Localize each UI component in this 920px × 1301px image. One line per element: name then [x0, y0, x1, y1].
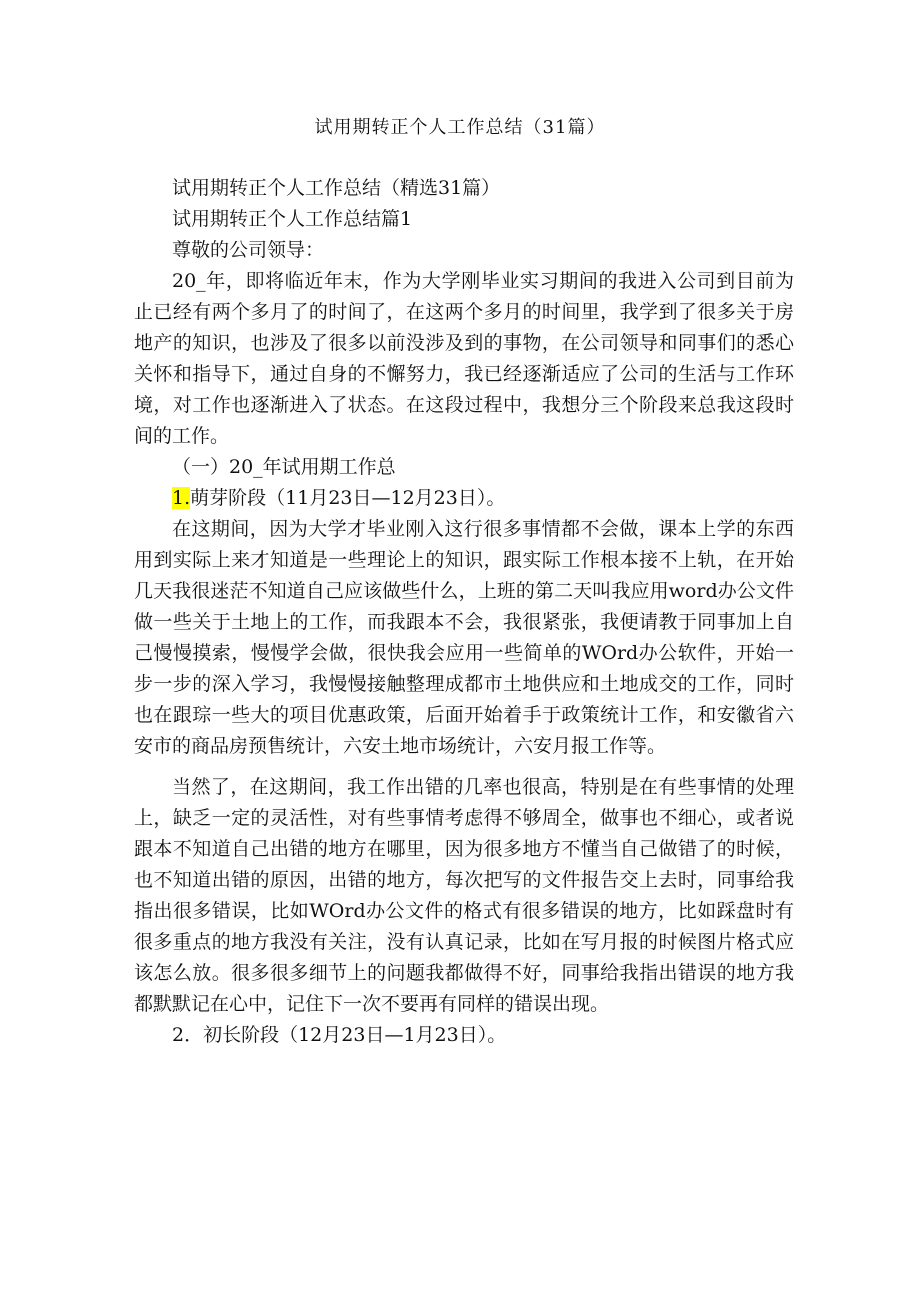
stage1-heading-text: 萌芽阶段（11月23日—12月23日）。 — [190, 487, 506, 509]
paragraph-intro: 20_年，即将临近年末，作为大学刚毕业实习期间的我进入公司到目前为止已经有两个多月了的时间了，在这两个多月的时间里，我学到了很多关于房地产的知识，也涉及了很多以前没涉及到的事物，在公司领导和同事们的悉心关怀和指导下，通过自身的不懈努力，我已经逐渐适应了公司的生活与工作环境，对工作也逐渐进入了状态。在这段过程中，我想分三个阶段来总我这段时间的工作。 — [134, 270, 794, 447]
document-body — [134, 173, 794, 1051]
stage2-heading: 2．初长阶段（12月23日—1月23日）。 — [172, 1024, 507, 1046]
section-heading: 试用期转正个人工作总结篇1 — [172, 208, 413, 230]
highlighted-number: 1. — [172, 487, 191, 509]
part-heading: （一）20_年试用期工作总 — [172, 456, 396, 478]
salutation: 尊敬的公司领导： — [172, 239, 325, 261]
subtitle: 试用期转正个人工作总结（精选31篇） — [172, 177, 501, 199]
stage1-heading — [134, 483, 794, 514]
paragraph-stage1: 在这期间，因为大学才毕业刚入这行很多事情都不会做，课本上学的东西用到实际上来才知道是一些理论上的知识，跟实际工作根本接不上轨，在开始几天我很迷茫不知道自己应该做些什么，上班的第二天叫我应用word办公文件做一些关于土地上的工作，而我跟本不会，我很紧张，我便请教于同事加上自己慢慢摸索，慢慢学会做，很快我会应用一些简单的WOrd办公软件，开始一步一步的深入学习，我慢慢接触整理成都市土地供应和土地成交的工作，同时也在跟琮一些大的项目优惠政策，后面开始着手于政策统计工作，和安徽省六安市的商品房预售统计，六安土地市场统计，六安月报工作等。 — [134, 518, 794, 757]
paragraph-mistakes: 当然了，在这期间，我工作出错的几率也很高，特别是在有些事情的处理上，缺乏一定的灵活性，对有些事情考虑得不够周全，做事也不细心，或者说跟本不知道自己出错的地方在哪里，因为很多地方不懂当自己做错了的时候，也不知道出错的原因，出错的地方，每次把写的文件报告交上去时，同事给我指出很多错误，比如WOrd办公文件的格式有很多错误的地方，比如踩盘时有很多重点的地方我没有关注，没有认真记录，比如在写月报的时候图片格式应该怎么放。很多很多细节上的问题我都做得不好，同事给我指出错误的地方我都默默记在心中，记住下一次不要再有同样的错误出现。 — [134, 776, 794, 1015]
document-title: 试用期转正个人工作总结（31篇） — [314, 117, 606, 138]
